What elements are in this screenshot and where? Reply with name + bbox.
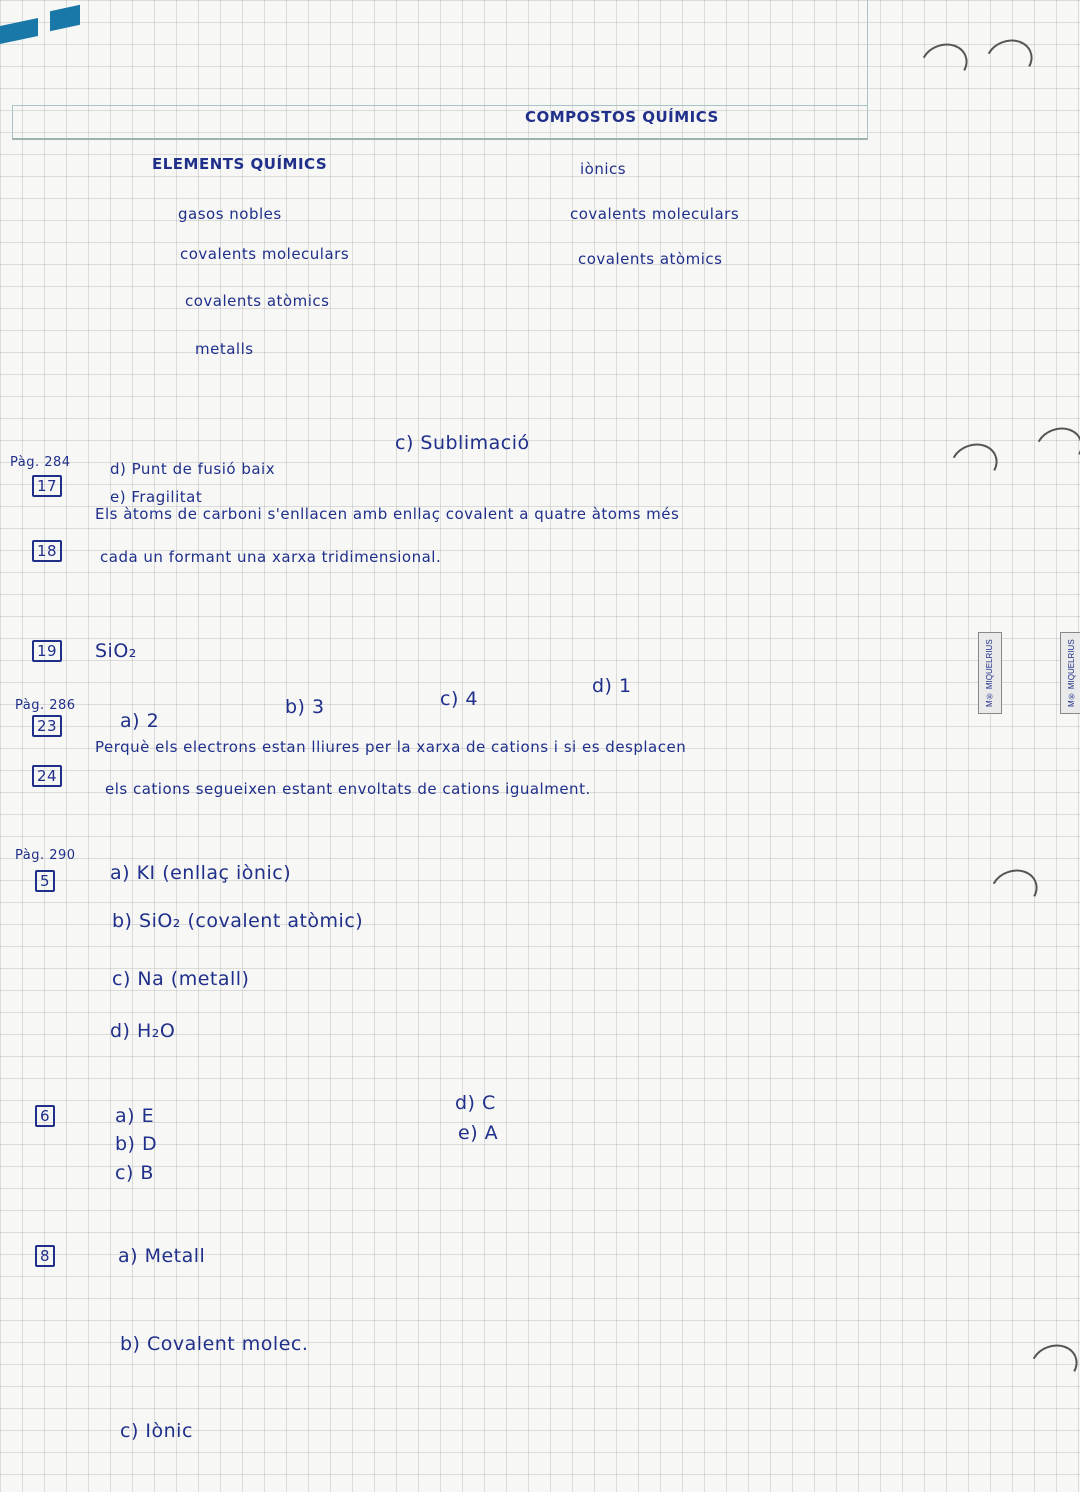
- exercise-number: 23: [32, 715, 62, 737]
- binder-hole: [915, 37, 974, 91]
- exercise-answer: d) 1: [592, 675, 632, 697]
- exercise-number: 5: [35, 870, 55, 892]
- exercise-number: 8: [35, 1245, 55, 1267]
- compounds-item: iònics: [580, 160, 627, 178]
- exercise-number: 19: [32, 640, 62, 662]
- binder-hole: [1030, 421, 1080, 475]
- exercise-answer: a) 2: [120, 710, 160, 732]
- binder-hole: [1025, 1338, 1080, 1392]
- exercise-answer: a) KI (enllaç iònic): [110, 862, 292, 884]
- exercise-answer-line: cada un formant una xarxa tridimensional.: [100, 548, 442, 566]
- page-reference: Pàg. 284: [10, 455, 71, 470]
- exercise-number: 18: [32, 540, 62, 562]
- exercise-answer: b) SiO₂ (covalent atòmic): [112, 910, 364, 932]
- exercise-answer: e) A: [458, 1122, 499, 1144]
- exercise-answer: b) D: [115, 1133, 158, 1155]
- exercise-answer: b) 3: [285, 696, 325, 718]
- elements-item: gasos nobles: [178, 205, 282, 223]
- title-banner: [12, 0, 868, 140]
- exercise-number: 6: [35, 1105, 55, 1127]
- elements-item: covalents moleculars: [180, 245, 350, 263]
- exercise-answer: c) B: [115, 1162, 154, 1184]
- exercise-answer: e) Fragilitat: [110, 488, 203, 506]
- exercise-answer: c) Na (metall): [112, 968, 250, 990]
- compounds-item: covalents moleculars: [570, 205, 740, 223]
- exercise-answer: a) Metall: [118, 1245, 206, 1267]
- exercise-answer: d) Punt de fusió baix: [110, 460, 276, 478]
- exercise-answer: c) Sublimació: [395, 432, 530, 454]
- brand-stamp: M® MIQUELRIUS: [1060, 632, 1080, 714]
- elements-item: metalls: [195, 340, 254, 358]
- elements-item: covalents atòmics: [185, 292, 330, 310]
- exercise-answer: SiO₂: [95, 640, 137, 662]
- page-reference: Pàg. 286: [15, 698, 76, 713]
- exercise-number: 17: [32, 475, 62, 497]
- exercise-answer: b) Covalent molec.: [120, 1333, 309, 1355]
- compounds-item: covalents atòmics: [578, 250, 723, 268]
- binder-hole: [980, 33, 1039, 87]
- exercise-answer: d) C: [455, 1092, 496, 1114]
- elements-title: ELEMENTS QUÍMICS: [152, 155, 328, 173]
- brand-stamp: M® MIQUELRIUS: [978, 632, 1002, 714]
- page-reference: Pàg. 290: [15, 848, 76, 863]
- compounds-title: COMPOSTOS QUÍMICS: [525, 108, 719, 126]
- exercise-answer: c) Iònic: [120, 1420, 193, 1442]
- binder-hole: [945, 437, 1004, 491]
- binder-hole: [985, 863, 1044, 917]
- exercise-answer: a) E: [115, 1105, 155, 1127]
- exercise-answer: c) 4: [440, 688, 478, 710]
- exercise-number: 24: [32, 765, 62, 787]
- exercise-answer-line: els cations segueixen estant envoltats de cations igualment.: [105, 780, 591, 798]
- exercise-answer: d) H₂O: [110, 1020, 176, 1042]
- exercise-answer-line: Perquè els electrons estan lliures per la xarxa de cations i si es desplacen: [95, 738, 687, 756]
- exercise-answer-line: Els àtoms de carboni s'enllacen amb enllaç covalent a quatre àtoms més: [95, 505, 680, 523]
